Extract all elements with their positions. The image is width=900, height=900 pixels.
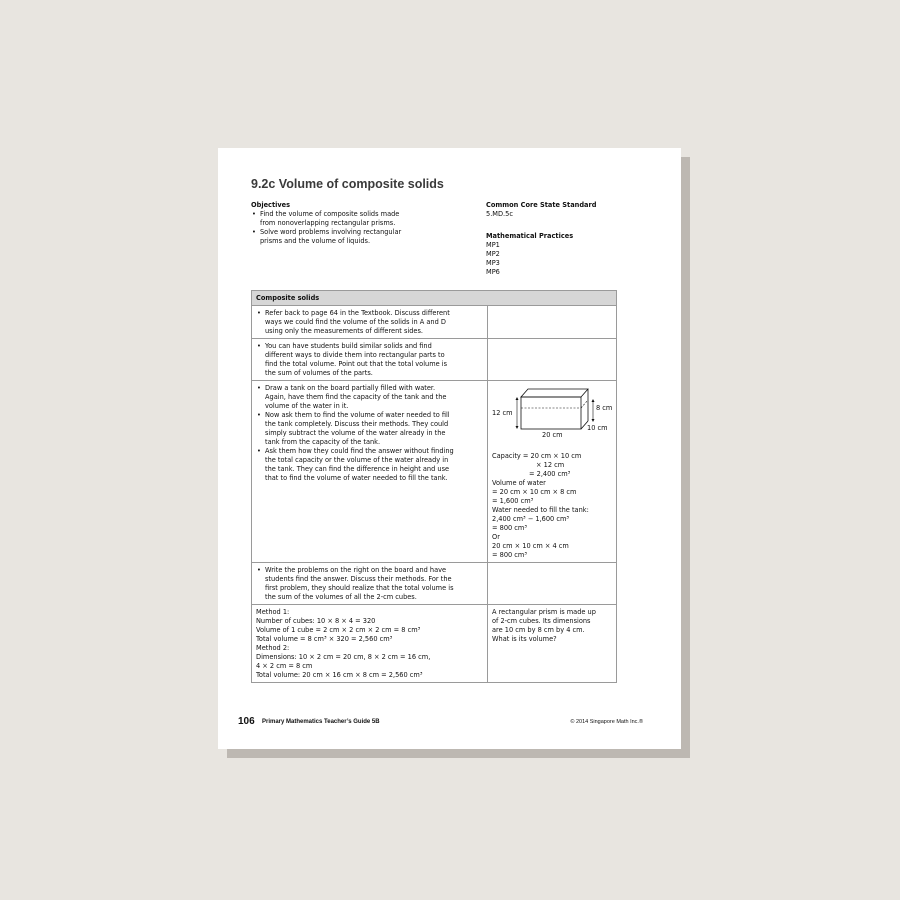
- method-line: 4 × 2 cm = 8 cm: [256, 662, 313, 670]
- problem-line: What is its volume?: [492, 635, 557, 643]
- bullet-item: [265, 566, 483, 602]
- arrowhead: [516, 426, 519, 429]
- table-cell-problem: [488, 605, 617, 683]
- arrowhead: [592, 399, 595, 402]
- calc-line: 2,400 cm³ − 1,600 cm³: [492, 515, 570, 523]
- depth-label: 10 cm: [587, 424, 608, 432]
- table-cell-calculation: [488, 381, 617, 563]
- table-cell-notes: [252, 306, 488, 339]
- text-line: • You can have students build similar solids and find: [265, 342, 432, 350]
- lesson-table: [251, 290, 617, 683]
- calc-line: = 1,600 cm³: [492, 497, 534, 505]
- arrowhead: [592, 419, 595, 422]
- table-row: [252, 605, 617, 683]
- table-cell-notes: [252, 381, 488, 563]
- document-page: [218, 148, 681, 749]
- practice-item: MP3: [486, 259, 500, 267]
- text-line: find the total volume. Point out that the total volume is: [265, 360, 448, 368]
- text-line: the tank completely. Discuss their methods. They could: [265, 420, 449, 428]
- bullet-item: [265, 342, 483, 378]
- standard-section: [486, 201, 646, 219]
- text-line: the sum of volumes of the parts.: [265, 369, 373, 377]
- calc-line: = 800 cm³: [492, 551, 527, 559]
- table-header: Composite solids: [252, 291, 617, 306]
- text-line: • Ask them how they could find the answer without finding: [265, 447, 454, 455]
- table-row: [252, 306, 617, 339]
- table-row: [252, 339, 617, 381]
- objective-line: prisms and the volume of liquids.: [260, 237, 371, 245]
- practices-section: [486, 232, 646, 277]
- text-line: students find the answer. Discuss their methods. For the: [265, 575, 452, 583]
- method-line: Number of cubes: 10 × 8 × 4 = 320: [256, 617, 376, 625]
- method-line: Method 1:: [256, 608, 290, 616]
- text-line: first problem, they should realize that the total volume is: [265, 584, 454, 592]
- text-line: ways we could find the volume of the solids in A and D: [265, 318, 446, 326]
- table-cell-notes: [252, 339, 488, 381]
- bullet-item: [265, 447, 483, 483]
- tank-front-face: [521, 397, 581, 429]
- table-cell-empty: [488, 563, 617, 605]
- practice-item: MP6: [486, 268, 500, 276]
- objectives-section: [251, 201, 461, 246]
- page-title: 9.2c Volume of composite solids: [251, 177, 444, 191]
- tank-diagram: [492, 384, 612, 446]
- standard-value: 5.MD.5c: [486, 210, 513, 218]
- text-line: the sum of the volumes of all the 2-cm cubes.: [265, 593, 417, 601]
- book-title: Primary Mathematics Teacher’s Guide 5B: [262, 719, 380, 725]
- objective-item: [260, 228, 461, 246]
- text-line: • Refer back to page 64 in the Textbook. Discuss different: [265, 309, 450, 317]
- table-row: [252, 563, 617, 605]
- calc-line: = 800 cm³: [492, 524, 527, 532]
- standard-heading: Common Core State Standard: [486, 201, 597, 209]
- objective-line: from nonoverlapping rectangular prisms.: [260, 219, 396, 227]
- calc-line: Or: [492, 533, 500, 541]
- copyright: © 2014 Singapore Math Inc.®: [570, 719, 643, 725]
- objective-line: • Find the volume of composite solids made: [260, 210, 400, 218]
- bullet-item: [265, 384, 483, 411]
- text-line: • Now ask them to find the volume of water needed to fill: [265, 411, 450, 419]
- text-line: • Write the problems on the right on the board and have: [265, 566, 447, 574]
- calc-line: Volume of water: [492, 479, 546, 487]
- calc-line: = 2,400 cm³: [529, 470, 571, 478]
- width-label: 20 cm: [542, 431, 563, 439]
- text-line: Again, have them find the capacity of the tank and the: [265, 393, 447, 401]
- arrowhead: [516, 397, 519, 400]
- calc-line: 20 cm × 10 cm × 4 cm: [492, 542, 569, 550]
- objectives-heading: Objectives: [251, 201, 291, 209]
- practices-heading: Mathematical Practices: [486, 232, 574, 240]
- text-line: tank from the capacity of the tank.: [265, 438, 381, 446]
- text-line: the total capacity or the volume of the water already in: [265, 456, 449, 464]
- problem-line: are 10 cm by 8 cm by 4 cm.: [492, 626, 585, 634]
- text-line: different ways to divide them into rectangular parts to: [265, 351, 445, 359]
- text-line: • Draw a tank on the board partially filled with water.: [265, 384, 436, 392]
- page-number: 106: [238, 716, 255, 727]
- table-cell-methods: [252, 605, 488, 683]
- water-level-side: [581, 400, 588, 408]
- table-cell-notes: [252, 563, 488, 605]
- objectives-list: [251, 210, 461, 246]
- text-line: using only the measurements of different sides.: [265, 327, 423, 335]
- objective-item: [260, 210, 461, 228]
- practice-item: MP1: [486, 241, 500, 249]
- bullet-item: [265, 309, 483, 336]
- table-row: [252, 381, 617, 563]
- text-line: simply subtract the volume of the water already in the: [265, 429, 446, 437]
- calc-line: Water needed to fill the tank:: [492, 506, 589, 514]
- objective-line: • Solve word problems involving rectangular: [260, 228, 402, 236]
- method-line: Total volume = 8 cm³ × 320 = 2,560 cm³: [256, 635, 393, 643]
- method-line: Dimensions: 10 × 2 cm = 20 cm, 8 × 2 cm = 16 cm,: [256, 653, 431, 661]
- method-line: Volume of 1 cube = 2 cm × 2 cm × 2 cm = 8 cm³: [256, 626, 421, 634]
- table-cell-empty: [488, 339, 617, 381]
- tank-top-face: [521, 389, 588, 397]
- text-line: that to find the volume of water needed to fill the tank.: [265, 474, 448, 482]
- method-line: Method 2:: [256, 644, 290, 652]
- practice-item: MP2: [486, 250, 500, 258]
- calc-line: = 20 cm × 10 cm × 8 cm: [492, 488, 577, 496]
- calc-block: [492, 452, 612, 560]
- method-line: Total volume: 20 cm × 16 cm × 8 cm = 2,560 cm³: [256, 671, 423, 679]
- table-cell-empty: [488, 306, 617, 339]
- problem-line: of 2-cm cubes. Its dimensions: [492, 617, 591, 625]
- text-line: the tank. They can find the difference in height and use: [265, 465, 450, 473]
- bullet-item: [265, 411, 483, 447]
- calc-line: Capacity = 20 cm × 10 cm: [492, 452, 582, 460]
- height-label: 12 cm: [492, 409, 513, 417]
- calc-line: × 12 cm: [536, 461, 565, 469]
- water-height-label: 8 cm: [596, 404, 613, 412]
- text-line: volume of the water in it.: [265, 402, 349, 410]
- problem-line: A rectangular prism is made up: [492, 608, 596, 616]
